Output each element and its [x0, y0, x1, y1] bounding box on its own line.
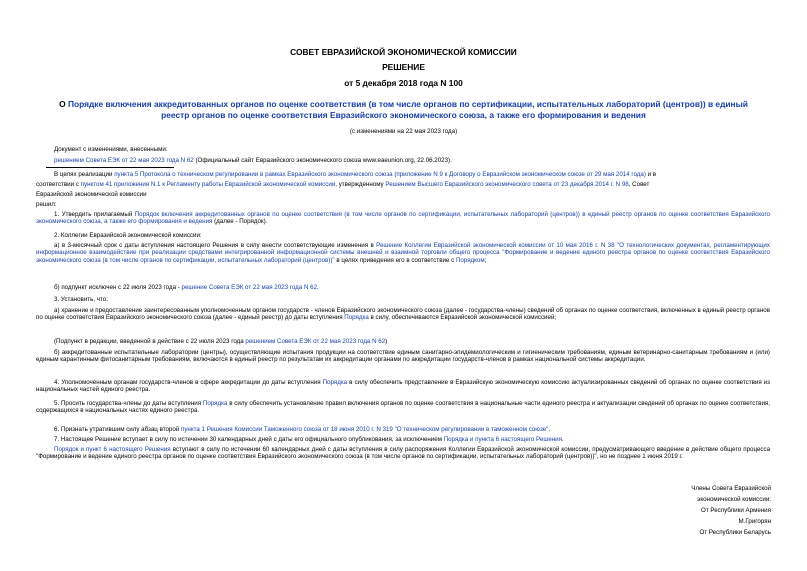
item-2b: б) подпункт исключен с 22 июля 2023 года - решение Совета ЕЭК от 22 мая 2023 года N 62. — [54, 284, 319, 291]
poryadok-link-3[interactable]: Порядка — [322, 379, 348, 386]
title-prefix: О — [59, 99, 68, 109]
item-6: 6. Признать утратившим силу абзац второй пункта 1 Решения Комиссии Таможенного союза от 18 июня 2010 г. N 319 "О техническом регулировании в таможенном союзе". — [54, 426, 551, 433]
poryadkom-link[interactable]: Порядком — [455, 256, 485, 264]
item-7: 7. Настоящее Решение вступает в силу по истечении 30 календарных дней с даты его официального опубликования, за исключением Порядка и пункта 6 настоящего Решения. — [54, 436, 564, 443]
decision-98-link[interactable]: Решением Высшего Евразийского экономического совета от 23 декабря 2014 г. N 98 — [385, 181, 629, 188]
item-2a: а) в 3-месячный срок с даты вступления настоящего Решения в силу внести соответствующие изменения в Решение Коллегии Евразийской экономической комиссии от 10 мая 2016 г. N 38 "О технологических документах, регламентирующих информационное взаимодействие при реализации средствами интегрированной информационной системы внешней и взаимной торговли общего процесса "Формирование и ведение единого реестра органов по оценке соответствия Евразийского экономического союза (в том числе органов по сертификации, испытательных лабораторий (центров))" в целях приведения его в соответствие с Порядком; — [36, 242, 770, 264]
poryadok-link[interactable]: Порядок включения аккредитованных органов по оценке соответствия (в том числе органов по сертификации, испытательных лабораторий (центров)) в единый реестр органов по оценке соответствия Евразийского экономического союза, а также его формирования и ведения — [36, 211, 771, 226]
title-link-line1[interactable]: Порядке включения аккредитованных органов по оценке соответствия (в том числе органов по сертификации, испытательных лабораторий (центров)) в единый — [67, 99, 748, 109]
item-3a-note: (Подпункт в редакции, введенной в действие с 22 июля 2023 года решением Совета ЕЭК от 22 мая 2023 года N 62) — [54, 338, 388, 345]
changes-source — [54, 157, 452, 164]
decision-38-link[interactable]: Решение Коллегии Евразийской экономической комиссии от 10 мая 2016 г. N 38 "О технологических документах, регламентирующих информационное взаимодействие при реализации средствами интегрированной информационной системы внешней и взаимной торговли общего процесса "Формирование и ведение единого реестра органов по оценке соответствия Евразийского экономического союза (в том числе органов по сертификации, испытательных лабораторий (центров))" — [36, 242, 770, 264]
poryadok-item6-link-2[interactable]: Порядок и пункт 6 настоящего Решения — [54, 446, 171, 453]
poryadok-link-2[interactable]: Порядка — [344, 314, 369, 322]
separator-line — [46, 167, 174, 168]
preamble-line2: соответствии с пунктом 41 приложения N 1 к Регламенту работы Евразийской экономической комиссии, утвержденному Решением Высшего Евразийского экономического совета от 23 декабря 2014 г. N 98, Совет — [36, 181, 650, 188]
changes-rest: (Официальный сайт Евразийского экономического союза www.eaeunion.org, 22.06.2023). — [193, 157, 452, 164]
org-heading: СОВЕТ ЕВРАЗИЙСКОЙ ЭКОНОМИЧЕСКОЙ КОМИССИИ — [290, 47, 517, 57]
document-title-line2 — [0, 110, 807, 120]
signature-line5: От Республики Беларусь — [699, 529, 771, 536]
preamble-decided: решил: — [36, 201, 57, 208]
reglament-link[interactable]: пунктом 41 приложения N 1 к Регламенту работы Евразийской экономической комиссии — [80, 181, 336, 188]
decision-62-link-1[interactable]: решение Совета ЕЭК от 22 мая 2023 года N 62 — [181, 284, 318, 291]
date-number-heading: от 5 декабря 2018 года N 100 — [344, 78, 463, 88]
changes-label: Документ с изменениями, внесенными: — [54, 146, 168, 153]
preamble-line1: В целях реализации пункта 5 Протокола о техническом регулировании в рамках Евразийского экономического союза (приложение N 9 к Договору о Евразийском экономическом союзе от 29 мая 2014 года) и в — [54, 171, 657, 178]
item-3a: а) хранение и предоставление заинтересованным уполномоченным органом государств - членов Евразийского экономического союза (далее - государства-члены) сведений об органах по оценке соответствия, включенных в единый реестр органов по оценке соответствия Евразийского экономического союза (далее - единый реестр) до даты вступления Порядка в силу, обеспечиваются Евразийской экономической комиссией; — [36, 307, 770, 322]
preamble-line3: Евразийской экономической комиссии — [36, 191, 147, 198]
poryadok-link-4[interactable]: Порядка — [202, 400, 228, 407]
item-5: 5. Просить государства-члены до даты вступления Порядка в силу обеспечить установление правил включения органов по оценке соответствия в национальные части единого реестра и актуализации сведений об органах по оценке соответствия, содержащихся в национальных частях единого реестра. — [36, 400, 771, 415]
doc-type-heading: РЕШЕНИЕ — [382, 62, 425, 72]
protocol-link[interactable]: пункта 5 Протокола о техническом регулировании в рамках Евразийского экономического союза (приложение N 9 к Договору о Евразийском экономическом союзе от 29 мая 2014 года) — [114, 171, 646, 178]
decision-62-link-2[interactable]: решением Совета ЕЭК от 22 мая 2023 года N 62 — [245, 338, 386, 345]
item-4: 4. Уполномоченным органам государств-членов в сфере аккредитации до даты вступления Порядка в силу обеспечить представление в Евразийскую экономическую комиссию актуализированных сведений об органах по оценке соответствия из национальных частей единого реестра. — [36, 379, 771, 394]
item-7-second: Порядок и пункт 6 настоящего Решения вступают в силу по истечении 60 календарных дней с даты вступления в силу распоряжения Коллегии Евразийской экономической комиссии, предусматривающего введение в действие общего процесса "Формирование и ведение единого реестра органов по оценке соответствия Евразийского экономического союза (в том числе органов по сертификации, испытательных лабораторий (центров))", но не позднее 1 июня 2019 г. — [36, 446, 771, 461]
signature-line1: Члены Совета Евразийской — [691, 485, 771, 492]
signature-line3: От Республики Армения — [701, 507, 771, 514]
poryadok-item6-link[interactable]: Порядка и пункта 6 настоящего Решения — [443, 436, 562, 443]
changes-note: (с изменениями на 22 мая 2023 года) — [349, 128, 458, 135]
item-2-head: 2. Коллегии Евразийской экономической комиссии: — [54, 232, 202, 239]
item-3b: б) аккредитованные испытательные лаборатории (центры), осуществляющие испытания продукции на соответствие единым санитарно-эпидемиологическим и гигиеническим требованиям, единым ветеринарно-санитарным требованиям и (или) единым карантинным фитосанитарным требованиям, включаются в единый реестр по результатам их аккредитации органами по аккредитации государств-членов в рамках национальной системы аккредитации. — [36, 349, 770, 364]
signature-line2: экономической комиссии: — [697, 496, 771, 503]
item-1: 1. Утвердить прилагаемый Порядок включения аккредитованных органов по оценке соответствия (в том числе органов по сертификации, испытательных лабораторий (центров)) в единый реестр органов по оценке соответствия Евразийского экономического союза, а также его формирования и ведения (далее - Порядок). — [36, 211, 771, 226]
changes-link[interactable]: решением Совета ЕЭК от 22 мая 2023 года N 62 — [54, 157, 194, 164]
signature-line4: М.Григорян — [738, 518, 771, 525]
document-title-line1 — [0, 99, 807, 109]
title-link-line2[interactable]: реестр органов по оценке соответствия Евразийского экономического союза, а также его формирования и ведения — [161, 110, 646, 120]
decision-319-link[interactable]: пункта 1 Решения Комиссии Таможенного союза от 18 июня 2010 г. N 319 "О техническом регулировании в таможенном союзе" — [180, 426, 549, 433]
item-3-head: 3. Установить, что: — [54, 296, 108, 303]
